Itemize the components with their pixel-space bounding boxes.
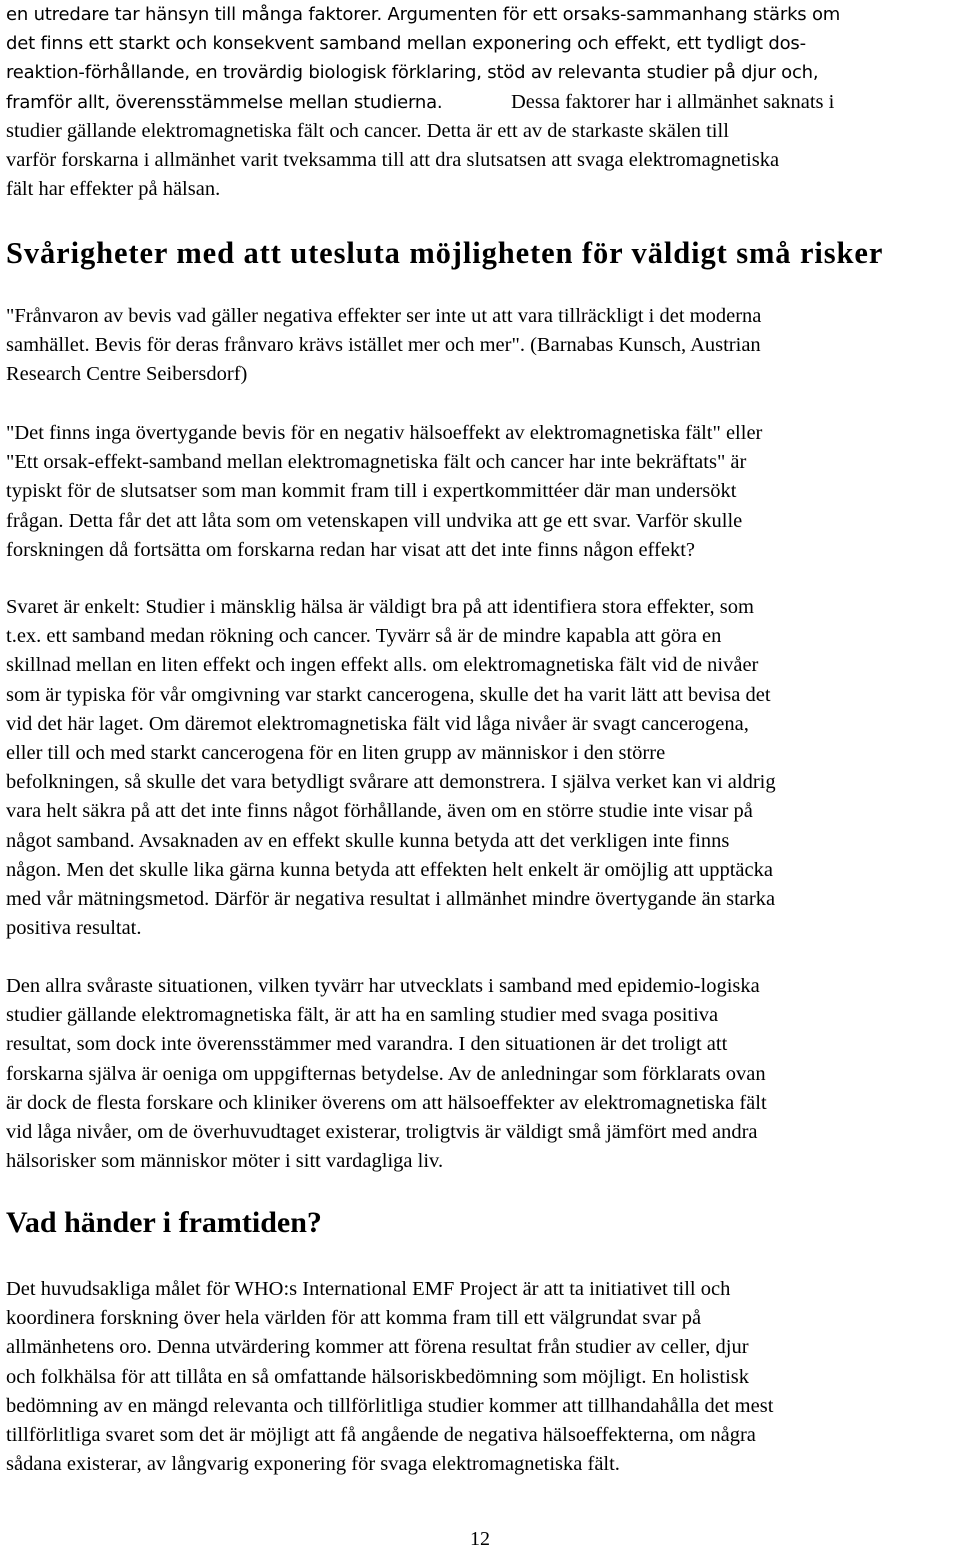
paragraph-who-project: Det huvudsakliga målet för WHO:s International EMF Project är att ta initiativet till och koordinera forskning över hela världen för att komma fram till ett välgrundat svar på allmänhetens oro. Denna utvärdering kommer att förena resultat från studier av celler, djur och folkhälsa för att tillåta en så omfattande hälsoriskbedömning som möjligt. En holistisk bedömning av en mängd relevanta och tillförlitliga studier kommer att tillhandahålla det mest tillförlitliga svaret som det är möjligt att få angående de negativa hälsoeffekterna, om några sådana existerar, av långvarig exponering för svaga elektromagnetiska fält.: [6, 1278, 774, 1476]
intro-text-serif: Dessa faktorer har i allmänhet saknats i studier gällande elektromagnetiska fält och cancer. Detta är ett av de starkaste skälen till varför forskarna i allmänhet varit tveksamma till att dra slutsatsen att svaga elektromagnetiska fält har effekter på hälsan.: [6, 90, 835, 201]
page-number: 12: [470, 1528, 490, 1550]
intro-paragraph-serif: [6, 88, 956, 205]
quote-paragraph: "Frånvaron av bevis vad gäller negativa effekter ser inte ut att vara tillräckligt i det moderna samhället. Bevis för deras frånvaro krävs istället mer och mer". (Barnabas Kunsch, Austrian Research Centre Seibersdorf): [6, 305, 762, 386]
intro-text-sans: en utredare tar hänsyn till många faktorer. Argumenten för ett orsaks-sammanhang stärks om det finns ett starkt och konsekvent samband mellan exponering och effekt, ett tydligt dos- reaktion-förhållande, en trovärdig biologisk förklaring, stöd av relevanta studier på djur och, framför allt, överensstämmelse mellan studierna.: [6, 4, 841, 113]
paragraph-simple-answer: Svaret är enkelt: Studier i mänsklig hälsa är väldigt bra på att identifiera stora effekter, som t.ex. ett samband medan rökning och cancer. Tyvärr så är de mindre kapabla att göra en skillnad mellan en liten effekt och ingen effekt alls. om elektromagnetiska fält vid de nivåer som är typiska för vår omgivning var starkt cancerogena, skulle det ha varit lätt att bevisa det vid det här laget. Om däremot elektromagnetiska fält vid låga nivåer är svagt cancerogena, eller till och med starkt cancerogena för en liten grupp av människor i den större befolkningen, så skulle det vara betydligt svårare att demonstrera. I själva verket kan vi aldrig vara helt säkra på att det inte finns något förhållande, även om en större studie inte visar på något samband. Avsaknaden av en effekt skulle kunna betyda att det verkligen inte finns någon. Men det skulle lika gärna kunna betyda att effekten helt enkelt är omöjlig att upptäcka med vår mätningsmetod. Därför är negativa resultat i allmänhet mindre övertygande än starka positiva resultat.: [6, 596, 776, 940]
section-heading-future: Vad händer i framtiden?: [6, 1206, 322, 1239]
paragraph-expert-conclusions: "Det finns inga övertygande bevis för en negativ hälsoeffekt av elektromagnetiska fält" eller "Ett orsak-effekt-samband mellan elektromagnetiska fält och cancer har inte bekräftats" är typiskt för de slutsatser som man kommit fram till i expertkommittéer där man undersökt frågan. Detta får det att låta som om vetenskapen vill undvika att ge ett svar. Varför skulle forskningen då fortsätta om forskarna redan har visat att det inte finns någon effekt?: [6, 422, 763, 561]
paragraph-hardest-situation: Den allra svåraste situationen, vilken tyvärr har utvecklats i samband med epidemio-logiska studier gällande elektromagnetiska fält, är att ha en samling studier med svaga positiva resultat, som dock inte överensstämmer med varandra. I den situationen är det troligt att forskarna själva är oeniga om uppgifternas betydelse. Av de anledningar som förklarats ovan är dock de flesta forskare och kliniker överens om att hälsoeffekter av elektromagnetiska fält vid låga nivåer, om de överhuvudtaget existerar, troligtvis är väldigt små jämfört med andra hälsorisker som människor möter i sitt vardagliga liv.: [6, 975, 767, 1173]
section-heading-small-risks: Svårigheter med att utesluta möjligheten för väldigt små risker: [6, 236, 884, 270]
